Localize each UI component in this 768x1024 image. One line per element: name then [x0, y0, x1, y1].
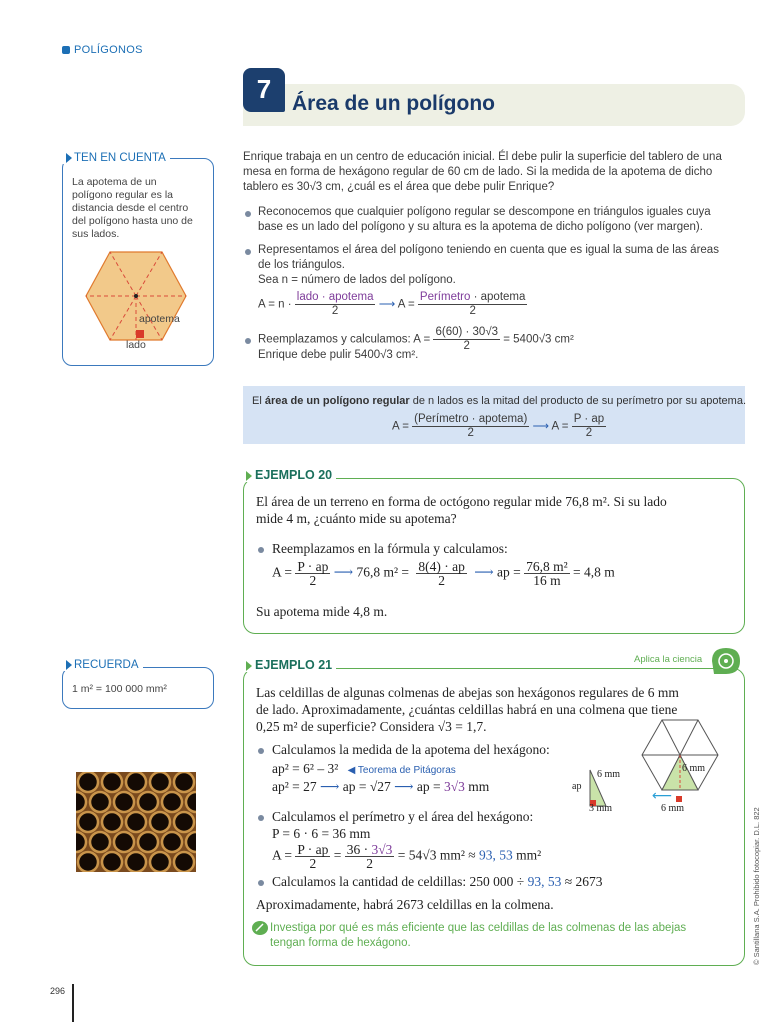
bullet-2-text: Representamos el área del polígono teniendo en cuenta que es igual la suma de las áreas de los triángulos. Sea n = número de lados del polígono. — [258, 243, 744, 288]
triangle-icon — [246, 661, 252, 671]
apothem-step-1: ap² = 6² – 3² ◀ Teorema de Pitágoras — [272, 761, 456, 776]
example-21-bullet-2: Calculamos el perímetro y el área del hexágono: — [272, 809, 534, 824]
remember-title: RECUERDA — [62, 659, 143, 671]
bullet — [245, 338, 251, 344]
bullet — [258, 815, 264, 821]
apothem-label: apotema — [139, 313, 180, 325]
svg-text:⟵: ⟵ — [652, 787, 673, 803]
page-title: Área de un polígono — [292, 92, 495, 115]
example-21-bullet-3: Calculamos la cantidad de celdillas: 250 000 ÷ 93, 53 ≈ 2673 — [272, 874, 603, 889]
bullet — [258, 880, 264, 886]
figure-hex-side-label: 6 mm — [682, 763, 706, 774]
figure-hex-base-label: 6 mm — [661, 803, 685, 814]
formula-triangles: A = n · $\frac{\text{lado · apotema}}{2}$ ⟶ A = $\frac{\text{Perímetro · apotema}}{2}$ — [258, 291, 526, 317]
tip-title: TEN EN CUENTA — [62, 152, 170, 164]
investigate-text: Investiga por qué es más eficiente que las celdillas de las colmenas de las abejas tengan forma de hexágono. — [270, 922, 687, 949]
triangle-icon — [66, 660, 72, 670]
science-badge-icon — [708, 646, 744, 676]
example-20-bullet: Reemplazamos en la fórmula y calculamos: — [272, 541, 508, 556]
bullet — [258, 748, 264, 754]
example-21-problem: Las celdillas de algunas colmenas de abejas son hexágonos regulares de 6 mm de lado. Aproximadamente, ¿cuántas celdillas habrá en una colmena que tiene 0,25 m² de superficie? Considera √3 = 1,7. — [256, 685, 679, 734]
section-label — [62, 44, 143, 56]
page-divider — [72, 984, 74, 1022]
lesson-number: 7 — [243, 68, 285, 112]
example-21-title: EJEMPLO 21 — [242, 658, 336, 672]
area-line: A = $\frac{P \cdot ap}{2}$ = $\frac{36 \cdot 3√3}{2}$ = 54√3 mm² ≈ 93, 53 mm² — [272, 842, 542, 871]
remember-text: 1 m² = 100 000 mm² — [72, 683, 167, 695]
intro-problem: Enrique trabaja en un centro de educación inicial. Él debe pulir la superficie del tablero de una mesa en forma de hexágono regular de 60 cm de lado. Si la medida de la apotema de dicho tablero es 30√3 cm, ¿cuál es el área que debe pulir Enrique? — [243, 151, 722, 193]
hexagon-apothem-figure — [84, 250, 188, 342]
figure-ap-label: ap — [572, 781, 582, 792]
honeycomb-photo — [76, 772, 196, 872]
tip-text: La apotema de un polígono regular es la distancia desde el centro del polígono hasta uno de sus lados. — [72, 176, 193, 240]
investigate-icon — [251, 920, 269, 936]
sea-line: Sea n = número de lados del polígono. — [258, 274, 456, 286]
definition-text: El área de un polígono regular de n lados es la mitad del producto de su perímetro por su apotema. — [252, 395, 747, 407]
figure-hyp-label: 6 mm — [597, 769, 621, 780]
example-20-title: EJEMPLO 20 — [242, 468, 336, 482]
section-square-icon — [62, 46, 70, 54]
example-20-answer: Su apotema mide 4,8 m. — [256, 604, 388, 619]
triangle-icon — [66, 153, 72, 163]
science-badge-label: Aplica la ciencia — [634, 654, 703, 665]
apothem-step-2: ap² = 27 ⟶ ap = √27 ⟶ ap = 3√3 mm — [272, 779, 490, 794]
example-21-bullet-1: Calculamos la medida de la apotema del hexágono: — [272, 742, 550, 757]
copyright: © Santillana S.A. Prohibido fotocopiar. D.L. 822 — [752, 807, 761, 965]
perimeter-line: P = 6 · 6 = 36 mm — [272, 826, 371, 841]
bullet — [245, 249, 251, 255]
triangle-icon — [246, 471, 252, 481]
side-label: lado — [126, 339, 146, 351]
bullet — [245, 211, 251, 217]
figure-base-label: 3 mm — [589, 803, 613, 814]
example-20-problem: El área de un terreno en forma de octógono regular mide 76,8 m². Si su lado mide 4 m, ¿cuánto mide su apotema? — [256, 494, 667, 526]
bullet-1-text: Reconocemos que cualquier polígono regular se descompone en triángulos iguales cuya base es un lado del polígono y su altura es la apotema de dicho polígono (ver margen). — [258, 206, 711, 233]
example-21-answer: Aproximadamente, habrá 2673 celdillas en la colmena. — [256, 897, 554, 912]
intro-answer: Enrique debe pulir 5400√3 cm². — [258, 349, 419, 361]
example-20-formula: A = $\frac{P \cdot ap}{2}$ ⟶ 76,8 m² = $\frac{8(4) \cdot ap}{2}$ ⟶ ap = $\frac{\text{76,8 m²}}{16 m}$ = 4,8 m — [272, 559, 615, 588]
page-number: 296 — [50, 986, 66, 996]
definition-formula: A = $\frac{\text{(Perímetro · apotema)}}{2}$ ⟶ A = $\frac{P \cdot ap}{2}$ — [392, 413, 605, 439]
formula-substitution: Reemplazamos y calculamos: A = $\frac{6(60) \cdot 30√3}{2}$ = 5400√3 cm² — [258, 326, 574, 352]
section-text: POLÍGONOS — [74, 44, 143, 56]
bullet — [258, 547, 264, 553]
